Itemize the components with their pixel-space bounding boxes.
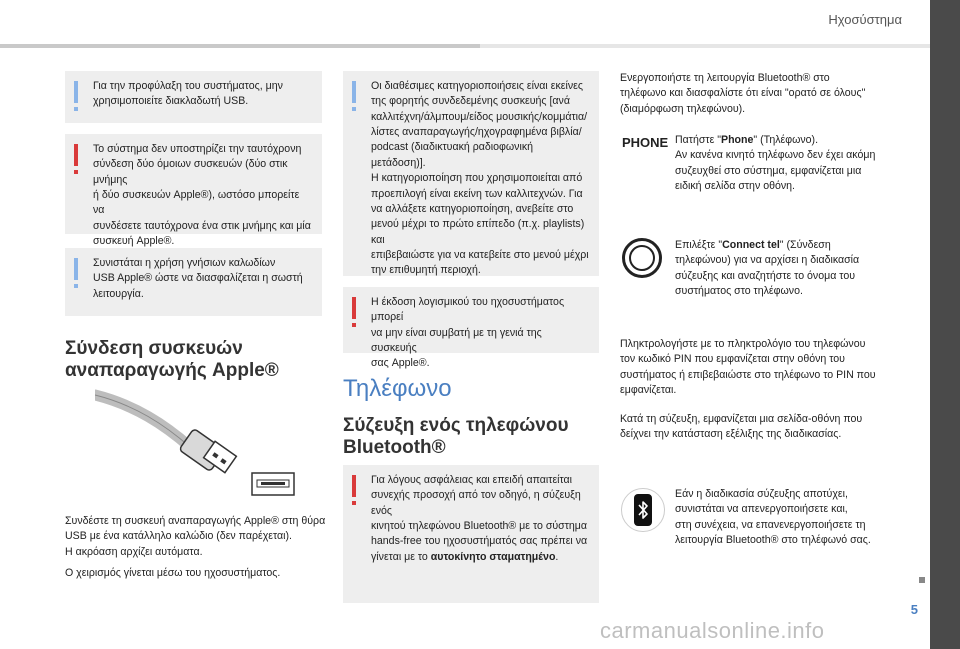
- step-text: Πατήστε ": [675, 134, 722, 146]
- step-connect-tel: [675, 238, 890, 299]
- paragraph-line: δείχνει την κατάσταση εξέλιξης της διαδικασίας.: [620, 428, 842, 441]
- note-line: συσκευή Apple®.: [93, 235, 175, 248]
- page-header-title: Ηχοσύστημα: [828, 12, 902, 27]
- bluetooth-icon-badge: [634, 494, 652, 526]
- paragraph-line: συστήματος στο τηλέφωνο.: [675, 285, 803, 298]
- step-text: " (Σύνδεση: [779, 239, 831, 251]
- step-bold-text: Phone: [721, 134, 754, 146]
- paragraph-line: τηλέφωνο και διασφαλίστε ότι είναι "ορατό σε όλους": [620, 87, 866, 100]
- note-line: Το σύστημα δεν υποστηρίζει την ταυτόχρονη: [93, 143, 302, 155]
- note-line: Για λόγους ασφάλειας και επειδή απαιτείται: [371, 474, 573, 486]
- note-line: συνεχής προσοχή από τον οδηγό, η σύζευξη ενός: [371, 489, 581, 517]
- info-icon: [74, 258, 78, 280]
- paragraph-line: συστήματος ή επιβεβαιώστε στο τηλέφωνο το PIN που: [620, 368, 876, 381]
- paragraph-line: [675, 133, 890, 148]
- usb-connection-paragraph: [65, 514, 335, 560]
- note-line: σύνδεση δύο όμοιων συσκευών (δύο στικ μνήμης: [93, 158, 288, 186]
- paragraph-line: Συνδέστε τη συσκευή αναπαραγωγής Apple® στη θύρα: [65, 515, 326, 527]
- note-safety-pairing: [343, 465, 599, 603]
- note-text: .: [555, 550, 559, 563]
- phone-chapter-title: Τηλέφωνο: [343, 375, 452, 402]
- paragraph-line: τον κωδικό PIN που εμφανίζεται στην οθόνη του: [620, 353, 845, 366]
- section-title-line: Bluetooth®: [343, 436, 446, 458]
- bluetooth-intro-paragraph: [620, 71, 890, 117]
- watermark-text: carmanualsonline.info: [600, 618, 825, 643]
- header-rule-dark: [0, 44, 480, 48]
- paragraph-line: Πληκτρολογήστε με το πληκτρολόγιο του τηλεφώνου: [620, 338, 866, 350]
- note-software-version: [343, 287, 599, 370]
- note-line: Η έκδοση λογισμικού του ηχοσυστήματος μπορεί: [371, 296, 565, 324]
- note-text: γίνεται με το: [371, 550, 431, 563]
- section-title-line: αναπαραγωγής Apple®: [65, 359, 279, 381]
- bluetooth-rune-icon: [637, 500, 649, 520]
- paragraph-line: [675, 238, 890, 253]
- note-line: να μην είναι συμβατή με τη γενιά της συσκευής: [371, 326, 542, 355]
- warning-icon: [352, 297, 356, 319]
- step-text: Επιλέξτε ": [675, 239, 723, 251]
- note-line: σας Apple®.: [371, 357, 430, 370]
- step-bold-text: Connect tel: [722, 239, 780, 251]
- paragraph-line: συζευχθεί στο σύστημα, εμφανίζεται μια: [675, 164, 862, 177]
- paragraph-line: ειδική σελίδα στην οθόνη.: [675, 180, 795, 193]
- paragraph-line: εμφανίζεται.: [620, 384, 677, 397]
- note-line: λειτουργία.: [93, 287, 144, 300]
- end-marker: [919, 577, 925, 583]
- section-title-pairing: [343, 415, 603, 459]
- paragraph-line: σύζευξης και αναζητήστε το όνομα του: [675, 269, 856, 282]
- note-line: λίστες αναπαραγωγής/ηχογραφημένα βιβλία/: [371, 126, 582, 139]
- note-line: κινητού τηλεφώνου Bluetooth® με το σύστημα: [371, 520, 587, 533]
- dial-knob-icon: [622, 238, 662, 278]
- paragraph-line: (διαμόρφωση τηλεφώνου).: [620, 102, 746, 115]
- note-apple-cables: [65, 248, 322, 316]
- section-title-apple: [65, 338, 325, 382]
- note-simultaneous-devices: [65, 134, 322, 248]
- pairing-progress-paragraph: [620, 412, 895, 443]
- note-line: ή δύο συσκευών Apple®), ωστόσο μπορείτε να: [93, 189, 300, 217]
- usb-cable-illustration: [95, 385, 300, 500]
- note-line: προεπιλογή είναι εκείνη των καλλιτεχνών. Για: [371, 187, 583, 200]
- header-rule-light: [480, 44, 930, 48]
- note-line: της φορητής συνδεδεμένης συσκευής [ανά: [371, 95, 570, 108]
- info-icon: [74, 81, 78, 103]
- note-line: χρησιμοποιείτε διακλαδωτή USB.: [93, 95, 249, 108]
- paragraph-line: Ενεργοποιήστε τη λειτουργία Bluetooth® στο: [620, 72, 830, 84]
- side-strip: [930, 0, 960, 649]
- step-press-phone: [675, 133, 890, 194]
- note-line: Η κατηγοριοποίηση που χρησιμοποιείται από: [371, 172, 583, 185]
- pairing-fail-paragraph: [675, 487, 890, 548]
- control-paragraph: Ο χειρισμός γίνεται μέσω του ηχοσυστήματος.: [65, 567, 281, 579]
- note-line: podcast (διαδικτυακή ραδιοφωνική μετάδοση)].: [371, 141, 534, 169]
- step-text: " (Τηλέφωνο).: [753, 134, 819, 146]
- paragraph-line: Εάν η διαδικασία σύζευξης αποτύχει,: [675, 488, 848, 500]
- note-line: να αλλάξετε κατηγοριοποίηση, ανεβείτε στο: [371, 202, 574, 215]
- paragraph-line: USB με ένα κατάλληλο καλώδιο (δεν παρέχεται).: [65, 530, 292, 543]
- note-bold-text: αυτοκίνητο σταματημένο: [430, 550, 556, 563]
- note-line: Για την προφύλαξη του συστήματος, μην: [93, 80, 283, 92]
- note-line: USB Apple® ώστε να διασφαλίζεται η σωστή: [93, 272, 303, 285]
- section-title-line: Σύζευξη ενός τηλεφώνου: [343, 415, 569, 436]
- pin-paragraph: [620, 337, 895, 398]
- paragraph-line: Αν κανένα κινητό τηλέφωνο δεν έχει ακόμη: [675, 149, 876, 162]
- paragraph-line: στη συνέχεια, να επανενεργοποιήσετε τη: [675, 518, 866, 531]
- note-line: hands-free του ηχοσυστήματός σας πρέπει να: [371, 535, 588, 548]
- note-line: επιβεβαιώστε για να κατεβείτε στο μενού μέχρι: [371, 248, 589, 261]
- note-usb-hub: [65, 71, 322, 123]
- note-line: μενού μέχρι το πρώτο επίπεδο (π.χ. playlists) και: [371, 218, 585, 246]
- paragraph-line: λειτουργία Bluetooth® στο τηλέφωνό σας.: [675, 534, 871, 547]
- warning-icon: [352, 475, 356, 497]
- paragraph-line: Κατά τη σύζευξη, εμφανίζεται μια σελίδα-οθόνη που: [620, 413, 863, 425]
- warning-icon: [74, 144, 78, 166]
- note-line: Οι διαθέσιμες κατηγοριοποιήσεις είναι εκείνες: [371, 80, 583, 92]
- note-line: Συνιστάται η χρήση γνήσιων καλωδίων: [93, 257, 276, 269]
- dial-knob-inner: [629, 245, 655, 271]
- page-number: 5: [910, 602, 918, 617]
- paragraph-line: Η ακρόαση αρχίζει αυτόματα.: [65, 545, 203, 558]
- section-title-line: Σύνδεση συσκευών: [65, 338, 243, 359]
- phone-button-icon: PHONE: [622, 135, 669, 150]
- paragraph-line: τηλεφώνου) για να αρχίσει η διαδικασία: [675, 254, 860, 267]
- bluetooth-icon: [621, 488, 665, 532]
- note-line: καλλιτέχνη/άλμπουμ/είδος μουσικής/κομμάτια/: [371, 110, 588, 123]
- note-line: [371, 550, 589, 565]
- info-icon: [352, 81, 356, 103]
- note-line: συνδέσετε ταυτόχρονα ένα στικ μνήμης και μία: [93, 219, 311, 232]
- note-categories: [343, 71, 599, 276]
- paragraph-line: συνιστάται να απενεργοποιήσετε και,: [675, 503, 848, 516]
- note-line: την επιθυμητή περιοχή.: [371, 264, 481, 277]
